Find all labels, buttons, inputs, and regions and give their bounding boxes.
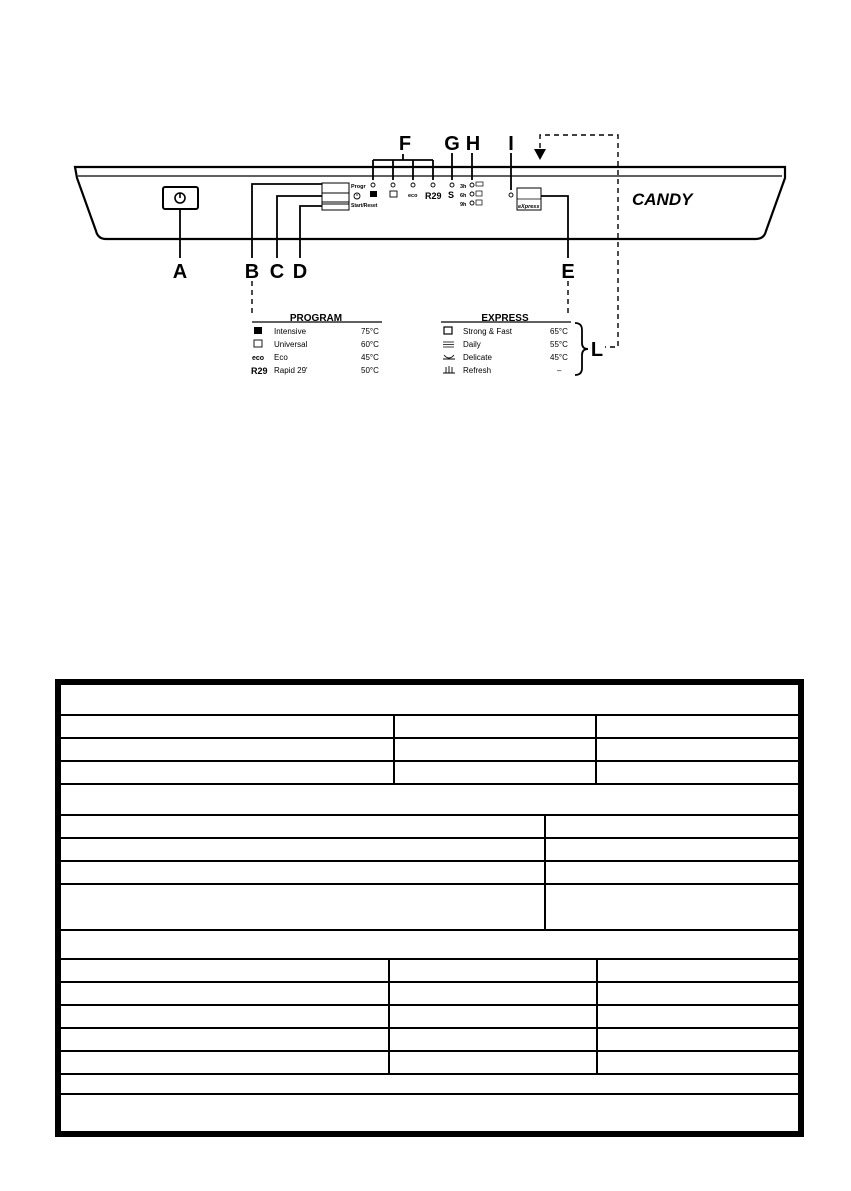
callout-d-line (300, 206, 322, 258)
table-row (61, 739, 798, 762)
start-reset-label: Start/Reset (351, 203, 378, 209)
start-reset-button[interactable] (322, 202, 349, 210)
table-row (61, 1029, 798, 1052)
upper-basket-icon (476, 191, 482, 196)
blank-form-table (55, 679, 804, 1137)
table-row (61, 960, 798, 983)
salt-icon: S (448, 190, 455, 200)
table-row (61, 716, 798, 739)
half-load-icon (476, 182, 483, 186)
express-name: Strong & Fast (463, 327, 512, 336)
table-footer-row (61, 1095, 798, 1131)
progr-label: Progr (351, 184, 366, 190)
table-row (61, 983, 798, 1006)
express-name: Refresh (463, 366, 492, 375)
table-row (61, 1006, 798, 1029)
express-curly-brace (575, 323, 588, 375)
table-section-header (61, 931, 798, 960)
intensive-pot-icon (254, 327, 262, 334)
table-row (61, 762, 798, 785)
express-temp: 55°C (550, 340, 568, 349)
program-name: Intensive (274, 327, 307, 336)
table-row (61, 839, 798, 862)
delay-3h-label: 3h (460, 184, 467, 190)
express-name: Delicate (463, 353, 492, 362)
table-section-header (61, 685, 798, 716)
refresh-icon (443, 366, 455, 373)
callout-e-line (541, 196, 568, 258)
power-button[interactable] (163, 187, 198, 209)
intensive-pot-icon (370, 191, 377, 197)
program-temp: 45°C (361, 353, 379, 362)
program-title: PROGRAM (289, 313, 343, 324)
callout-g: G (444, 133, 460, 155)
callout-d: D (292, 261, 308, 283)
universal-pot-icon (254, 340, 262, 347)
universal-pot-icon (390, 191, 397, 197)
delay-9h-label: 9h (460, 202, 467, 208)
callout-h: H (465, 133, 481, 155)
salt-led (450, 183, 454, 187)
table-row (61, 816, 798, 839)
express-name: Daily (463, 340, 481, 349)
candy-logo: CANDY (632, 190, 693, 209)
eco-icon: eco (252, 355, 265, 362)
program-temp: 60°C (361, 340, 379, 349)
program-name: Universal (274, 340, 308, 349)
express-title: EXPRESS (481, 313, 529, 324)
eco-mark: eco (408, 193, 418, 199)
table-row (61, 1052, 798, 1075)
table-section-header (61, 785, 798, 816)
program-temp: 75°C (361, 327, 379, 336)
callout-i: I (508, 133, 514, 155)
program-name: Eco (274, 353, 288, 362)
table-footer-row (61, 1075, 798, 1095)
program-name: Rapid 29' (274, 366, 308, 375)
lower-basket-icon (476, 200, 482, 205)
express-temp: – (557, 366, 562, 375)
callout-a: A (172, 261, 188, 283)
express-label: eXpress (518, 204, 540, 210)
delicate-icon (443, 355, 455, 359)
callout-c: C (269, 261, 285, 283)
express-temp: 65°C (550, 327, 568, 336)
express-led (509, 193, 513, 197)
strong-fast-icon (444, 327, 452, 334)
callout-f: F (398, 133, 412, 155)
express-temp: 45°C (550, 353, 568, 362)
delay-clock-icon (354, 193, 360, 199)
callout-e: E (561, 261, 575, 283)
rapid-29-icon: R29 (251, 366, 268, 376)
table-row (61, 862, 798, 885)
r29-mark: R29 (425, 191, 442, 201)
arrow-down-icon (534, 149, 546, 160)
daily-icon (443, 342, 454, 347)
table-row (61, 885, 798, 931)
program-temp: 50°C (361, 366, 379, 375)
program-leds (371, 183, 435, 187)
callout-l: L (590, 339, 604, 361)
delay-6h-label: 6h (460, 193, 467, 199)
callout-b: B (244, 261, 260, 283)
